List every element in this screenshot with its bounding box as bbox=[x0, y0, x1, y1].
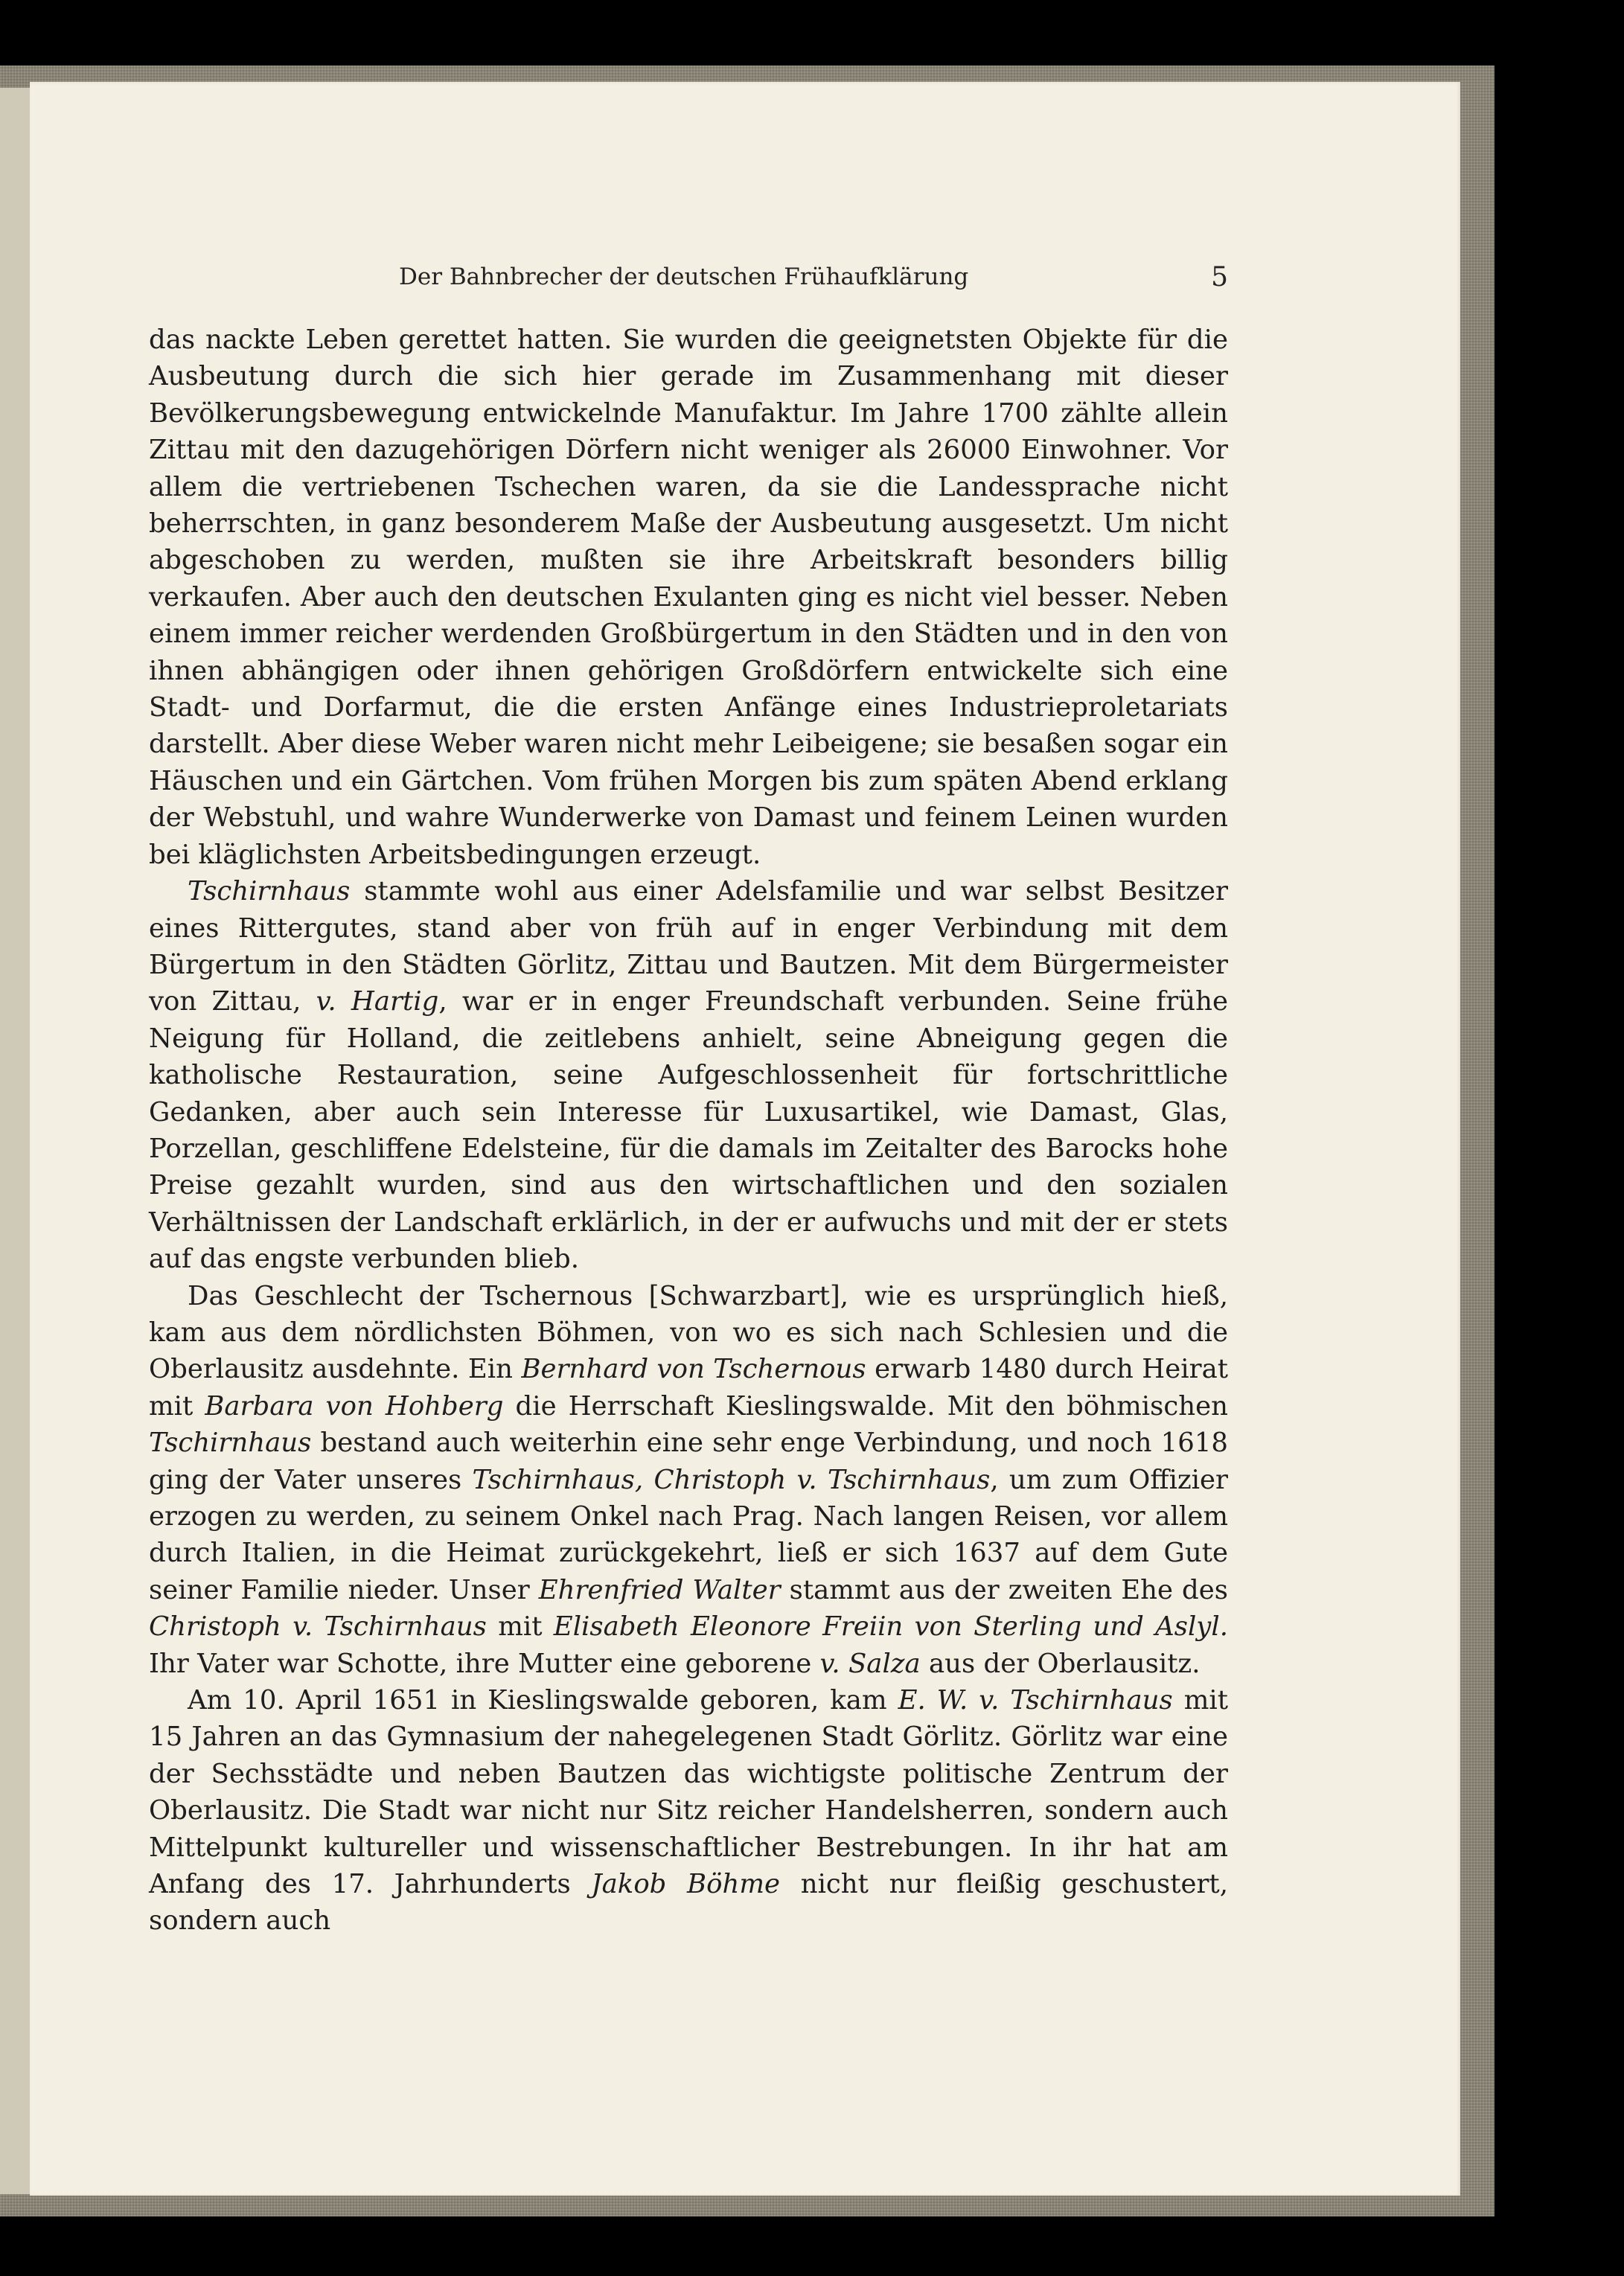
text-run: das nackte Leben gerettet hatten. Sie wurden die geeignetsten Objekte für die Ausbeutung durch die sich hier gerade im Zusammenhang mit dieser Bevölkerungsbewegung entwickelnde Manufaktur. Im Jahre 1700 zählte allein Zittau mit den dazugehörigen Dörfern nicht weniger als 26000 Einwohner. Vor allem die vertriebenen Tschechen waren, da sie die Landessprache nicht beherrschten, in ganz besonderem Maße der Ausbeutung ausgesetzt. Um nicht abgeschoben zu werden, mußten sie ihre Arbeitskraft besonders billig verkaufen. Aber auch den deutschen Exulanten ging es nicht viel besser. Neben einem immer reicher werdenden Großbürgertum in den Städten und in den von ihnen abhängigen oder ihnen gehörigen Großdörfern entwickelte sich eine Stadt- und Dorfarmut, die die ersten Anfänge eines Industrieproletariats darstellt. Aber diese Weber waren nicht mehr Leibeigene; sie besaßen sogar ein Häuschen und ein Gärtchen. Vom frühen Morgen bis zum späten Abend erklang der Webstuhl, und wahre Wunderwerke von Damast und feinem Leinen wurden bei kläglichsten Arbeitsbedingungen erzeugt. bbox=[149, 325, 1228, 870]
text-run: Das Geschlecht der Tschernous [Schwarzbart], wie es ursprünglich hieß, kam aus dem nördlichsten Böhmen, von wo es sich nach Schlesien und die Oberlausitz ausdehnte. Ein bbox=[149, 1280, 1228, 1385]
text-run: stammte wohl aus einer Adelsfamilie und war selbst Besitzer eines Rittergutes, stand aber von früh auf in enger Verbindung mit dem Bürgertum in den Städten Görlitz, Zittau und Bautzen. Mit dem Bürgermeister von Zittau, bbox=[149, 876, 1228, 1017]
italic-name: Bernhard von Tschernous bbox=[521, 1354, 866, 1385]
body-text bbox=[149, 322, 1228, 1940]
text-run: nicht nur fleißig geschustert, sondern auch bbox=[149, 1869, 1228, 1937]
paragraph bbox=[149, 873, 1228, 1277]
previous-page-edge bbox=[0, 88, 30, 2194]
italic-name: E. W. v. Tschirnhaus bbox=[898, 1685, 1173, 1716]
text-run: bestand auch weiterhin eine sehr enge Verbindung, und noch 1618 ging der Vater unseres bbox=[149, 1428, 1228, 1495]
text-run: mit bbox=[486, 1611, 554, 1643]
italic-name: Elisabeth Eleonore Freiin von Sterling und Aslyl. bbox=[553, 1611, 1228, 1643]
paragraph bbox=[149, 1682, 1228, 1940]
italic-name: v. Hartig bbox=[316, 986, 439, 1017]
text-run: , um zum Offizier erzogen zu werden, zu seinem Onkel nach Prag. Nach langen Reisen, vor allem durch Italien, in die Heimat zurückgekehrt, ließ er sich 1637 auf dem Gute seiner Familie nieder. Unser bbox=[149, 1464, 1228, 1605]
italic-name: v. Salza bbox=[819, 1648, 921, 1679]
running-head bbox=[149, 258, 1228, 302]
paragraph bbox=[149, 1278, 1228, 1682]
paragraph bbox=[149, 322, 1228, 873]
text-run: erwarb 1480 durch Heirat mit bbox=[149, 1354, 1228, 1422]
page-number: 5 bbox=[1211, 262, 1228, 293]
text-run: stammt aus der zweiten Ehe des bbox=[780, 1574, 1228, 1605]
italic-name: Tschirnhaus bbox=[149, 1428, 312, 1459]
text-run: Ihr Vater war Schotte, ihre Mutter eine geborene bbox=[149, 1648, 820, 1679]
italic-name: Barbara von Hohberg bbox=[205, 1390, 504, 1422]
italic-name: Jakob Böhme bbox=[591, 1869, 781, 1900]
text-run: , war er in enger Freundschaft verbunden. Seine frühe Neigung für Holland, die zeitlebens anhielt, seine Abneigung gegen die katholische Restauration, seine Aufgeschlossenheit für fortschrittliche Gedanken, aber auch sein Interesse für Luxusartikel, wie Damast, Glas, Porzellan, geschliffene Edelsteine, für die damals im Zeitalter des Barocks hohe Preise gezahlt wurden, sind aus den wirtschaftlichen und den sozialen Verhältnissen der Landschaft erklärlich, in der er aufwuchs und mit der er stets auf das engste verbunden blieb. bbox=[149, 986, 1228, 1275]
italic-name: Christoph v. Tschirnhaus bbox=[149, 1611, 487, 1643]
italic-name: Tschirnhaus, Christoph v. Tschirnhaus bbox=[472, 1464, 991, 1495]
italic-name: Ehrenfried Walter bbox=[538, 1574, 781, 1605]
text-run: Am 10. April 1651 in Kieslingswalde geboren, kam bbox=[188, 1685, 898, 1716]
text-run: mit 15 Jahren an das Gymnasium der nahegelegenen Stadt Görlitz. Görlitz war eine der Sechsstädte und neben Bautzen das wichtigste politische Zentrum der Oberlausitz. Die Stadt war nicht nur Sitz reicher Handelsherren, sondern auch Mittelpunkt kultureller und wissenschaftlicher Bestrebungen. In ihr hat am Anfang des 17. Jahrhunderts bbox=[149, 1685, 1228, 1900]
running-title: Der Bahnbrecher der deutschen Frühaufklärung bbox=[399, 263, 969, 290]
text-run: aus der Oberlausitz. bbox=[920, 1648, 1201, 1679]
italic-name: Tschirnhaus bbox=[188, 876, 351, 907]
text-run: die Herrschaft Kieslingswalde. Mit den böhmischen bbox=[503, 1390, 1228, 1422]
